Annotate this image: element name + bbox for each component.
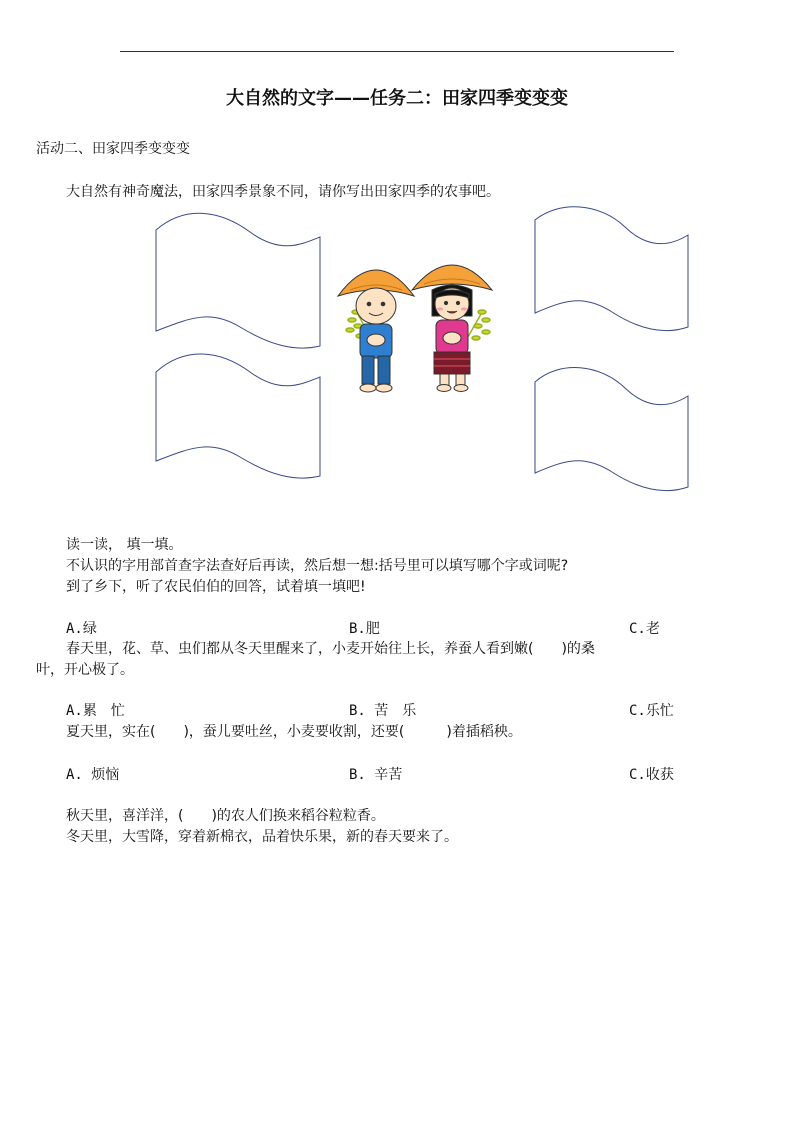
section-heading: 活动二、田家四季变变变 [36, 141, 190, 157]
farmer-children-with-rice-icon [336, 254, 496, 399]
instruction-line-2: 到了乡下，听了农民伯伯的回答，试着填一填吧! [66, 579, 366, 595]
q3-sentence-line-2: 冬天里，大雪降，穿着新棉衣，品着快乐果，新的春天要来了。 [66, 829, 458, 845]
q2-option-a: A.累 忙 [66, 703, 125, 719]
page-title: 大自然的文字——任务二：田家四季变变变 [226, 88, 568, 109]
q2-option-c: C.乐忙 [629, 703, 674, 719]
q3-option-a: A. 烦恼 [66, 767, 120, 783]
q3-option-b: B. 辛苦 [349, 767, 403, 783]
q2-sentence-line-1: 夏天里，实在( )，蚕儿要吐丝，小麦要收割，还要( )着插稻秧。 [66, 724, 522, 740]
q1-sentence-line-2: 叶，开心极了。 [36, 662, 134, 678]
q2-option-b: B. 苦 乐 [349, 703, 417, 719]
q1-option-c: C.老 [629, 621, 660, 637]
banner-top-left [156, 213, 320, 348]
q1-option-a: A.绿 [66, 621, 97, 637]
read-fill-heading: 读一读， 填一填。 [66, 537, 183, 553]
intro-text: 大自然有神奇魔法，田家四季景象不同，请你写出田家四季的农事吧。 [66, 184, 500, 200]
q1-sentence-line-1: 春天里，花、草、虫们都从冬天里醒来了，小麦开始往上长，养蚕人看到嫩( )的桑 [66, 641, 595, 657]
instruction-line-1: 不认识的字用部首查字法查好后再读，然后想一想:括号里可以填写哪个字或词呢? [66, 558, 569, 574]
q3-sentence-line-1: 秋天里，喜洋洋，( )的农人们换来稻谷粒粒香。 [66, 808, 385, 824]
q1-option-b: B.肥 [349, 621, 380, 637]
q3-option-c: C.收获 [629, 767, 674, 783]
banner-top-right [535, 207, 688, 331]
banner-bottom-left [156, 354, 320, 478]
banner-bottom-right [535, 368, 688, 491]
